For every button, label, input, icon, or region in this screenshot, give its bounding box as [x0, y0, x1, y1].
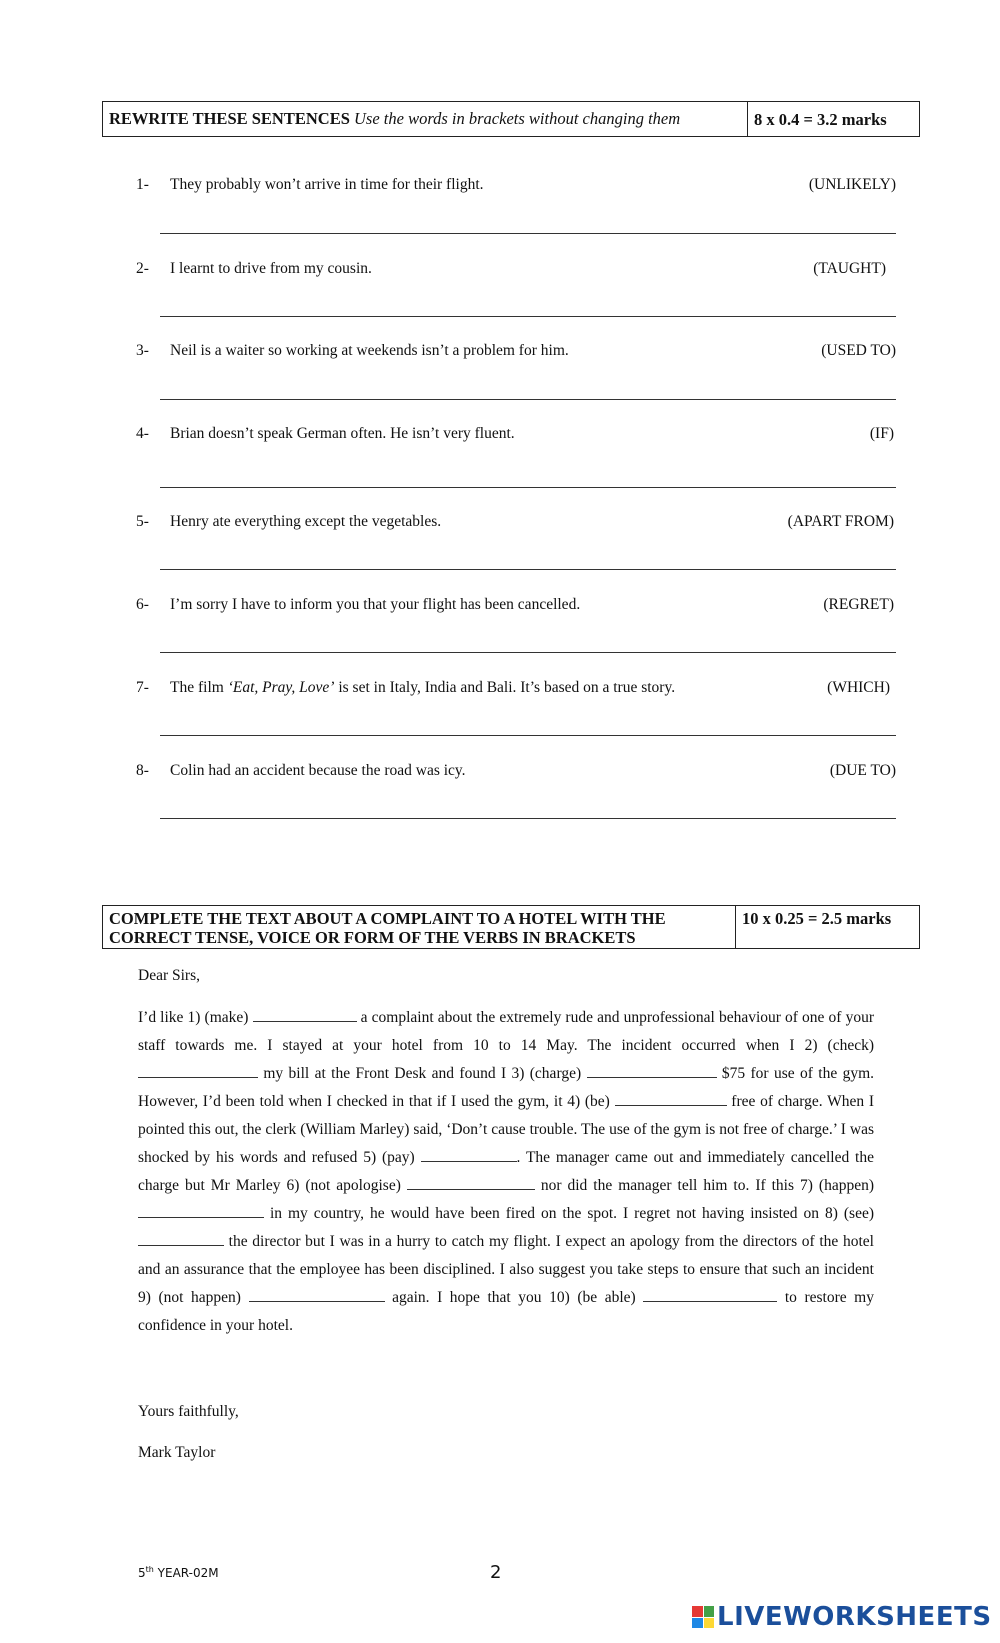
question-sentence: Brian doesn’t speak German often. He isn’t very fluent. — [170, 425, 515, 442]
footer-code-number: 5 — [138, 1566, 146, 1580]
blank-2[interactable] — [138, 1063, 258, 1078]
footer-code — [138, 1565, 219, 1580]
blocks-icon — [692, 1606, 714, 1628]
question-sentence: I learnt to drive from my cousin. — [170, 260, 372, 277]
section1-instructions — [103, 102, 747, 136]
question-number: 1- — [136, 176, 149, 193]
question-number: 4- — [136, 425, 149, 442]
question-keyword: (APART FROM) — [787, 513, 894, 530]
question-sentence: They probably won’t arrive in time for their flight. — [170, 176, 484, 193]
page-number: 2 — [490, 1562, 502, 1583]
block-yellow — [704, 1618, 715, 1629]
answer-line-3[interactable] — [160, 399, 896, 400]
letter-signature: Mark Taylor — [138, 1444, 216, 1461]
answer-line-8[interactable] — [160, 818, 896, 819]
letter-body — [138, 1004, 874, 1340]
question-sentence: Neil is a waiter so working at weekends isn’t a problem for him. — [170, 342, 569, 359]
liveworksheets-logo[interactable] — [692, 1602, 992, 1632]
question-keyword: (REGRET) — [823, 596, 894, 613]
blank-7[interactable] — [138, 1203, 264, 1218]
question-number: 2- — [136, 260, 149, 277]
answer-line-4[interactable] — [160, 487, 896, 488]
letter-text: free of charge. When I pointed this out, the clerk (William Marley) said, ‘Don’t cause trouble. The use of the gym is not free of charge.’ I was shocked by his words and refused 5) (pay) — [138, 1093, 874, 1166]
letter-text: the director but I was in a hurry to catch my flight. I expect an apology from the directors of the hotel and an assurance that the employee has been disciplined. I also suggest you take steps to ensure that such an incident 9) (not happen) — [138, 1233, 874, 1306]
question-sentence: I’m sorry I have to inform you that your flight has been cancelled. — [170, 596, 581, 613]
answer-line-5[interactable] — [160, 569, 896, 570]
question-keyword: (DUE TO) — [829, 762, 896, 779]
question-sentence — [170, 679, 675, 697]
section1-header-box — [102, 101, 920, 137]
question-keyword: (USED TO) — [821, 342, 896, 359]
section1-subtitle: Use the words in brackets without changing them — [354, 109, 681, 128]
answer-line-2[interactable] — [160, 316, 896, 317]
letter-text: to restore my confidence in your hotel. — [138, 1289, 874, 1334]
question-keyword: (TAUGHT) — [813, 260, 886, 277]
letter-text: a complaint about the extremely rude and unprofessional behaviour of one of your staff towards me. I stayed at your hotel from 10 to 14 May. The incident occurred when I 2) (check) — [138, 1009, 874, 1054]
letter-text: in my country, he would have been fired on the spot. I regret not having insisted on 8) (see) — [264, 1205, 874, 1222]
brand-text: LIVEWORKSHEETS — [717, 1602, 992, 1632]
answer-line-1[interactable] — [160, 233, 896, 234]
letter-text: my bill at the Front Desk and found I 3) (charge) — [258, 1065, 587, 1082]
question-keyword: (UNLIKELY) — [808, 176, 896, 193]
section1-title: REWRITE THESE SENTENCES — [109, 109, 350, 128]
blank-5[interactable] — [421, 1147, 517, 1162]
block-red — [692, 1606, 703, 1617]
blank-3[interactable] — [587, 1063, 717, 1078]
question-keyword: (IF) — [869, 425, 894, 442]
blank-10[interactable] — [643, 1287, 777, 1302]
blank-9[interactable] — [249, 1287, 385, 1302]
footer-code-text: YEAR-02M — [153, 1566, 219, 1580]
block-blue — [692, 1618, 703, 1629]
answer-line-6[interactable] — [160, 652, 896, 653]
letter-text: again. I hope that you 10) (be able) — [384, 1289, 644, 1306]
question-number: 8- — [136, 762, 149, 779]
sentence-part: is set in Italy, India and Bali. It’s based on a true story. — [334, 679, 676, 696]
letter-text: I’d like 1) (make) — [138, 1009, 253, 1026]
letter-text: . The manager came out and immediately cancelled the charge but Mr Marley 6) (not apologise) — [138, 1149, 874, 1194]
blank-6[interactable] — [407, 1175, 535, 1190]
question-number: 3- — [136, 342, 149, 359]
question-sentence: Henry ate everything except the vegetables. — [170, 513, 442, 530]
section2-instructions: COMPLETE THE TEXT ABOUT A COMPLAINT TO A HOTEL WITH THE CORRECT TENSE, VOICE OR FORM OF THE VERBS IN BRACKETS — [109, 909, 666, 947]
question-number: 6- — [136, 596, 149, 613]
section1-marks: 8 x 0.4 = 3.2 marks — [747, 102, 919, 136]
sentence-part: The film — [170, 679, 228, 696]
letter-text: $75 for use of the gym. However, I’d been told when I checked in that if I used the gym, it 4) (be) — [138, 1065, 875, 1110]
section2-header-box — [102, 905, 920, 949]
film-title: ‘Eat, Pray, Love’ — [227, 679, 335, 696]
question-sentence: Colin had an accident because the road was icy. — [170, 762, 466, 779]
blank-1[interactable] — [253, 1007, 357, 1022]
answer-line-7[interactable] — [160, 735, 896, 736]
question-number: 7- — [136, 679, 149, 696]
letter-text: nor did the manager tell him to. If this 7) (happen) — [534, 1177, 874, 1194]
question-number: 5- — [136, 513, 149, 530]
blank-8[interactable] — [138, 1231, 224, 1246]
section2-marks: 10 x 0.25 = 2.5 marks — [735, 906, 919, 948]
block-green — [704, 1606, 715, 1617]
letter-closing: Yours faithfully, — [138, 1403, 239, 1420]
letter-salutation: Dear Sirs, — [138, 967, 200, 984]
footer-code-sup: th — [145, 1565, 154, 1574]
blank-4[interactable] — [615, 1091, 727, 1106]
question-keyword: (WHICH) — [827, 679, 890, 696]
